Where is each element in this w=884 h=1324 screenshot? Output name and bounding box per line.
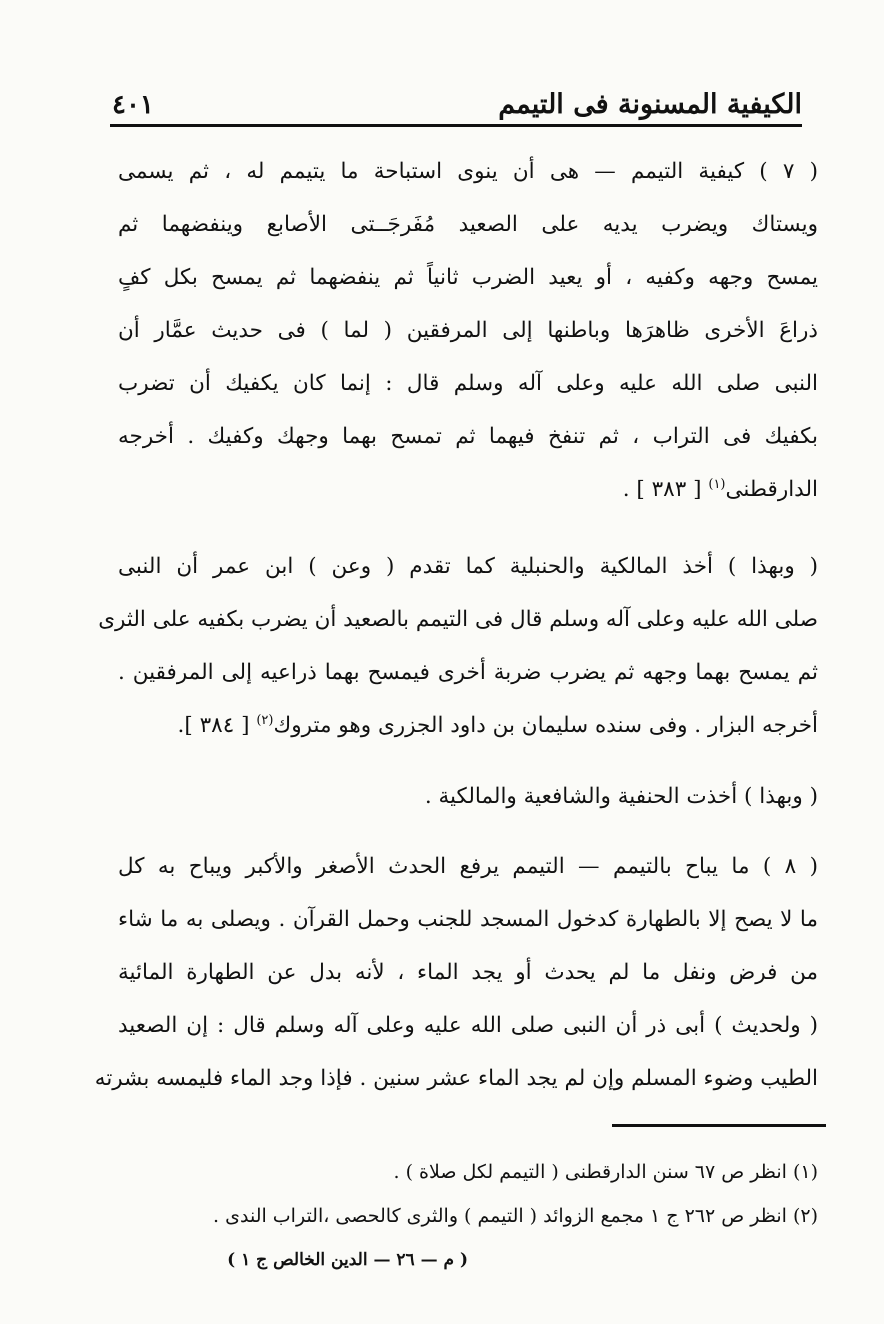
- paragraph-line: [118, 699, 818, 752]
- page-header: [112, 70, 802, 120]
- section-schools-opinion: [118, 770, 818, 823]
- paragraph-line: النبى صلى الله عليه وعلى آله وسلم قال : إنما كان يكفيك أن تضرب: [118, 371, 818, 396]
- paragraph-line: ما لا يصح إلا بالطهارة كدخول المسجد للجنب وحمل القرآن . ويصلى به ما شاء: [118, 907, 818, 932]
- line-text: الدارقطنى: [725, 477, 818, 502]
- section-ibn-umar-hadith: [98, 540, 818, 752]
- footnotes: [118, 1150, 818, 1238]
- footnote: (٢) انظر ص ٢٦٢ ج ١ مجمع الزوائد ( التيمم ) والثرى كالحصى ،التراب الندى .: [213, 1205, 818, 1227]
- paragraph-line: ثم يمسح بهما وجهه ثم يضرب ضربة أخرى فيمسح بهما ذراعيه إلى المرفقين .: [118, 660, 818, 685]
- paragraph-line: ( ٧ ) كيفية التيمم — هى أن ينوى استباحة ما يتيمم له ، ثم يسمى: [118, 159, 818, 184]
- section-tayammum-method: [118, 145, 818, 516]
- line-text: أخرجه البزار . وفى سنده سليمان بن داود الجزرى وهو متروك: [273, 713, 818, 738]
- paragraph-line: ويستاك ويضرب يديه على الصعيد مُفَرجَــتى الأصابع وينفضهما ثم: [118, 212, 818, 237]
- paragraph-line: [118, 463, 818, 516]
- paragraph-line: ( وبهذا ) أخذت الحنفية والشافعية والمالكية .: [424, 784, 818, 809]
- footnote-ref: (٢): [256, 712, 274, 728]
- paragraph-line: من فرض ونفل ما لم يحدث أو يجد الماء ، لأنه بدل عن الطهارة المائية: [118, 960, 818, 985]
- footnote: (١) انظر ص ٦٧ سنن الدارقطنى ( التيمم لكل صلاة ) .: [393, 1161, 818, 1183]
- page-number: ٤٠١: [112, 90, 154, 120]
- paragraph-line: بكفيك فى التراب ، ثم تنفخ فيهما ثم تمسح بهما وجهك وكفيك . أخرجه: [118, 424, 818, 449]
- footnote-ref: (١): [708, 476, 726, 492]
- paragraph-line: صلى الله عليه وعلى آله وسلم قال فى التيمم بالصعيد أن يضرب بكفيه على الثرى: [98, 607, 818, 632]
- paragraph-line: ( ولحديث ) أبى ذر أن النبى صلى الله عليه وعلى آله وسلم قال : إن الصعيد: [118, 1013, 818, 1038]
- reference-number: [ ٣٨٤ ].: [177, 713, 250, 738]
- running-title: الكيفية المسنونة فى التيمم: [498, 89, 802, 120]
- paragraph-line: ( ٨ ) ما يباح بالتيمم — التيمم يرفع الحدث الأصغر والأكبر ويباح به كل: [118, 854, 818, 879]
- paragraph-line: يمسح وجهه وكفيه ، أو يعيد الضرب ثانياً ثم ينفضهما ثم يمسح بكل كفٍ: [118, 265, 818, 290]
- header-rule: [110, 124, 802, 127]
- paragraph-line: الطيب وضوء المسلم وإن لم يجد الماء عشر سنين . فإذا وجد الماء فليمسه بشرته: [94, 1066, 818, 1091]
- reference-number: [ ٣٨٣ ] .: [622, 477, 702, 502]
- paragraph-line: ذراعَ الأخرى ظاهرَها وباطنها إلى المرفقين ( لما ) فى حديث عمَّار أن: [118, 318, 818, 343]
- printer-signature: ( م — ٢٦ — الدين الخالص ج ١ ): [227, 1250, 468, 1270]
- paragraph-line: ( وبهذا ) أخذ المالكية والحنبلية كما تقدم ( وعن ) ابن عمر أن النبى: [118, 554, 818, 579]
- footnote-rule: [612, 1124, 826, 1127]
- section-permitted-by-tayammum: [94, 840, 818, 1105]
